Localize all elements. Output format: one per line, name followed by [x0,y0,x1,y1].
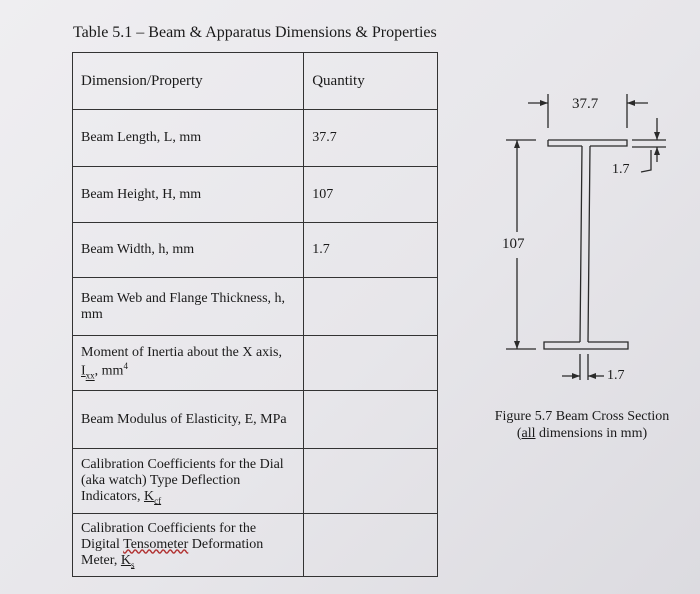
height-arrowhead-bottom [514,341,520,349]
calib-digital-symbol: K [120,552,131,568]
height-arrowhead-top [514,140,520,148]
top-flange-left [548,140,582,146]
caption-paren: ( [516,426,522,441]
web-arrowhead-left [572,373,580,379]
row-value: 1.7 [304,223,438,278]
row-label: Beam Web and Flange Thickness, h, mm [73,278,304,336]
beam-web [580,146,590,342]
row-value: 37.7 [304,110,438,167]
inertia-symbol: I [81,363,86,379]
row-label-main: Calibration Coefficients for the Digital [81,520,257,552]
height-dimension-label: 107 [502,236,525,252]
flange-arrowhead-upper [654,132,660,140]
row-label: Beam Modulus of Elasticity, E, MPa [73,391,304,449]
width-dimension-label: 37.7 [572,96,599,112]
top-flange [548,140,627,146]
calib-dial-subscript: cf [154,495,162,506]
row-label: Beam Height, H, mm [73,167,304,223]
row-label-rest: Deformation Meter, [81,536,264,568]
inertia-unit: , mm [94,363,124,379]
web-arrowhead-right [588,373,596,379]
calib-dial-symbol: K [143,488,155,504]
row-label: Beam Length, L, mm [73,110,304,167]
inertia-superscript: 4 [123,361,128,372]
bottom-flange [544,342,628,349]
flange-thickness-label: 1.7 [612,162,630,177]
inertia-subscript: xx [85,370,95,381]
flange-arrowhead-lower [654,147,660,155]
row-label-main: Calibration Coefficients for the Dial (aka watch) Type Deflection Indicators, [81,456,284,504]
flange-dim-leader [641,150,651,172]
figure-caption [487,408,677,442]
calib-digital-subscript: s [131,559,135,570]
header-dimension: Dimension/Property [73,53,304,110]
header-quantity: Quantity [304,53,438,110]
row-label: Beam Width, h, mm [73,223,304,278]
caption-line-1: Figure 5.7 Beam Cross Section [494,409,670,424]
table-title: Table 5.1 – Beam & Apparatus Dimensions & Properties [73,24,437,41]
caption-all-word: all [521,426,536,441]
width-arrowhead-left [540,100,548,106]
row-value: 107 [304,167,438,223]
caption-rest: dimensions in mm) [535,426,648,441]
web-thickness-label: 1.7 [607,368,625,383]
row-label-tensometer: Tensometer [123,536,189,552]
caption-line-2 [487,425,677,442]
row-label-main: Moment of Inertia about the X axis, [81,345,283,361]
width-arrowhead-right [627,100,635,106]
